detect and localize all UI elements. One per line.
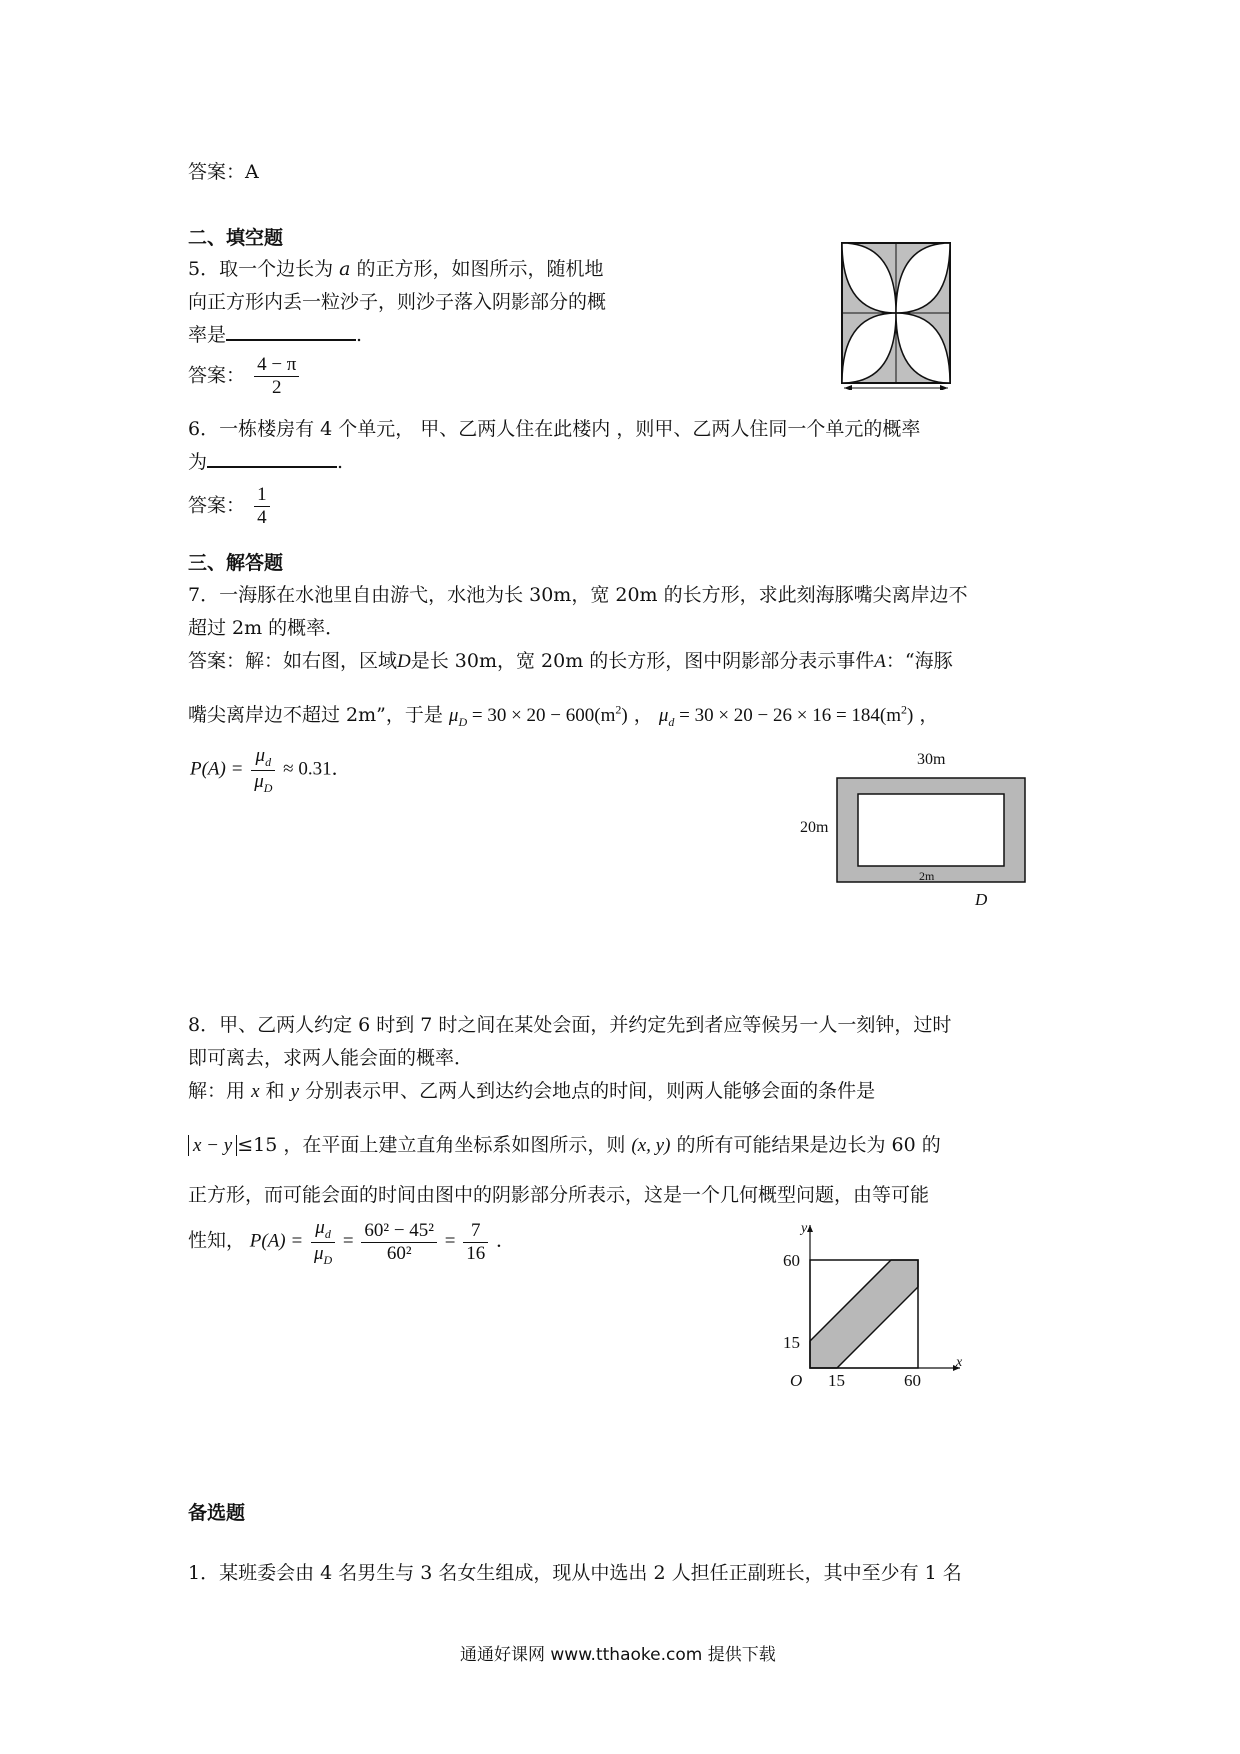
- q8-squares-denominator: 60²: [386, 1242, 412, 1264]
- q7-answer-line2-text: 嘴尖离岸边不超过 2m”，于是: [188, 704, 443, 726]
- previous-answer: 答案：A: [188, 161, 259, 183]
- q8-fig-y60: 60: [783, 1251, 800, 1270]
- q8-line4-text-b: ≤15 ，在平面上建立直角坐标系如图所示，则: [237, 1134, 626, 1156]
- q8-coordinate-figure: [770, 1220, 970, 1390]
- q6-answer-blank: [207, 448, 337, 468]
- q8-fig-x-label: x: [956, 1355, 963, 1370]
- page-footer: 通通好课网 www.tthaoke.com 提供下载: [460, 1645, 776, 1665]
- q5-answer-fraction: [254, 354, 299, 399]
- q8-line4-text-c: 的所有可能结果是边长为 60 的: [676, 1134, 941, 1156]
- q7-mu-d-expr: = 30 × 20 − 26 × 16 = 184(m: [679, 705, 902, 726]
- q8-fig-x15: 15: [828, 1371, 845, 1390]
- q8-line6-text: 性知，: [188, 1229, 246, 1252]
- extra-section-title: 备选题: [188, 1502, 246, 1524]
- q5-answer-numerator: 4 − π: [254, 354, 299, 377]
- q8-squares-numerator: 60² − 45²: [361, 1220, 437, 1243]
- q8-result-denominator: 16: [466, 1242, 486, 1264]
- q8-line3-text-c: 分别表示甲、乙两人到达约会地点的时间，则两人能够会面的条件是: [305, 1080, 876, 1102]
- q7-p-fraction: [251, 745, 275, 795]
- q7-line2: 超过 2m 的概率．: [188, 617, 345, 639]
- q8-fraction-result: [463, 1220, 488, 1265]
- q6-answer-numerator: 1: [254, 484, 270, 507]
- q7-var-A: A: [874, 651, 886, 672]
- q8-fraction-squares: [361, 1220, 437, 1265]
- q7-line1: 7．一海豚在水池里自由游弋，水池为长 30m，宽 20m 的长方形，求此刻海豚嘴尖离岸边不: [188, 584, 968, 606]
- q7-answer-text-a: 答案：解：如右图，区域: [188, 650, 398, 672]
- section-3-title: 三、解答题: [188, 552, 284, 574]
- q6-line2-text: 为: [188, 451, 208, 473]
- q5-line2: 向正方形内丢一粒沙子，则沙子落入阴影部分的概: [188, 291, 607, 313]
- q8-xy-pair: (x, y): [631, 1135, 671, 1156]
- q7-p-numerator: $\mu_d$: [251, 745, 275, 771]
- q8-var-x: x: [251, 1081, 260, 1102]
- q7-answer-line1: [188, 646, 953, 673]
- q5-answer-denominator: 2: [271, 376, 282, 398]
- q5-answer-label: 答案：: [188, 364, 246, 387]
- q8-fig-x60: 60: [904, 1371, 921, 1390]
- q7-mu-D-formula: $\mu_D = 30 \times 20 - 600(m^2)$: [448, 702, 628, 729]
- q7-pool-figure: [795, 750, 1035, 910]
- q6-answer-label: 答案：: [188, 494, 246, 517]
- q6-line1: 6．一栋楼房有 4 个单元， 甲、乙两人住在此楼内 ，则甲、乙两人住同一个单元的概率: [188, 418, 921, 440]
- q8-abs-expression: x − y: [188, 1135, 237, 1156]
- q8-var-y: y: [290, 1081, 300, 1102]
- q5-line1: [188, 254, 604, 281]
- q8-probability-formula: 性知， P(A) = $\frac{\mu_d}{\mu_D}$ = $\frac{\text{60² − 45²}}{\text{60²}}$ = $\frac{7}{16}$ ．: [188, 1217, 515, 1267]
- q8-line3-text-a: 解：用: [188, 1080, 246, 1102]
- q7-fig-left-label: 20m: [800, 819, 829, 836]
- q8-fig-y-label: y: [801, 1221, 808, 1236]
- q8-line1: 8．甲、乙两人约定 6 时到 7 时之间在某处会面，并约定先到者应等候另一人一刻钟，过时: [188, 1014, 952, 1036]
- q8-p-lhs: P(A) =: [249, 1230, 304, 1252]
- q7-p-rhs: ≈ 0.31．: [283, 758, 351, 780]
- q5-text-a: 5．取一个边长为: [188, 258, 334, 280]
- q7-mu-D-expr: = 30 × 20 − 600(m: [471, 705, 616, 726]
- q7-answer-text-b: 是长 30m，宽 20m 的长方形，图中阴影部分表示事件: [410, 650, 875, 672]
- q6-answer-denominator: 4: [257, 506, 267, 528]
- q6-line2: 为 .: [188, 447, 343, 474]
- q8-line2: 即可离去，求两人能会面的概率．: [188, 1047, 474, 1069]
- q6-answer: [188, 484, 273, 529]
- q7-fig-top-label: 30m: [917, 751, 946, 768]
- q7-inner-rect: [858, 794, 1004, 866]
- q5-line3-text: 率是: [188, 324, 227, 346]
- q8-fig-y15: 15: [783, 1333, 800, 1352]
- q5-text-b: 的正方形，如图所示，随机地: [356, 258, 604, 280]
- q8-result-numerator: 7: [463, 1220, 488, 1243]
- q8-shaded-band: [810, 1260, 918, 1368]
- extra-q1-line: 1．某班委会由 4 名男生与 3 名女生组成，现从中选出 2 人担任正副班长，其中至少有 1 名: [188, 1562, 962, 1584]
- q7-probability-formula: [190, 745, 351, 795]
- q7-mu-d-formula: $\mu_d = 30 \times 20 - 26 \times 16 = 184(m^2)$: [658, 702, 914, 729]
- q7-answer-text-c: ：“海豚: [885, 650, 953, 672]
- q8-fraction-mu: [311, 1217, 335, 1267]
- q8-mu-numerator: $\mu_d$: [311, 1217, 335, 1243]
- q5-answer: [188, 354, 302, 399]
- q6-answer-fraction: [254, 484, 270, 529]
- q8-mu-denominator: $\mu_D$: [313, 1242, 333, 1267]
- q7-fig-inner-label: 2m: [919, 869, 935, 883]
- q5-var-a: a: [339, 258, 351, 280]
- q7-answer-line2: 嘴尖离岸边不超过 2m”，于是 $\mu_D = 30 \times 20 - 600(m^2)$ ， $\mu_d = 30 \times 20 - 26 \times 16 = 184(m^2)$ ，: [188, 702, 939, 729]
- q5-line3: 率是 .: [188, 320, 362, 347]
- q7-p-denominator: $\mu_D$: [254, 770, 273, 795]
- q7-var-D: D: [397, 651, 411, 672]
- q8-line4: [188, 1130, 941, 1157]
- q7-fig-corner-label: D: [975, 890, 988, 909]
- q8-line3: [188, 1076, 875, 1103]
- q5-answer-blank: [226, 321, 356, 341]
- q7-p-lhs: P(A) =: [190, 758, 244, 780]
- q8-line5: 正方形，而可能会面的时间由图中的阴影部分所表示，这是一个几何概型问题，由等可能: [188, 1184, 930, 1206]
- section-2-title: 二、填空题: [188, 227, 284, 249]
- q8-fig-origin: O: [790, 1371, 803, 1390]
- q5-figure: [839, 240, 955, 390]
- q8-line3-text-b: 和: [265, 1080, 285, 1102]
